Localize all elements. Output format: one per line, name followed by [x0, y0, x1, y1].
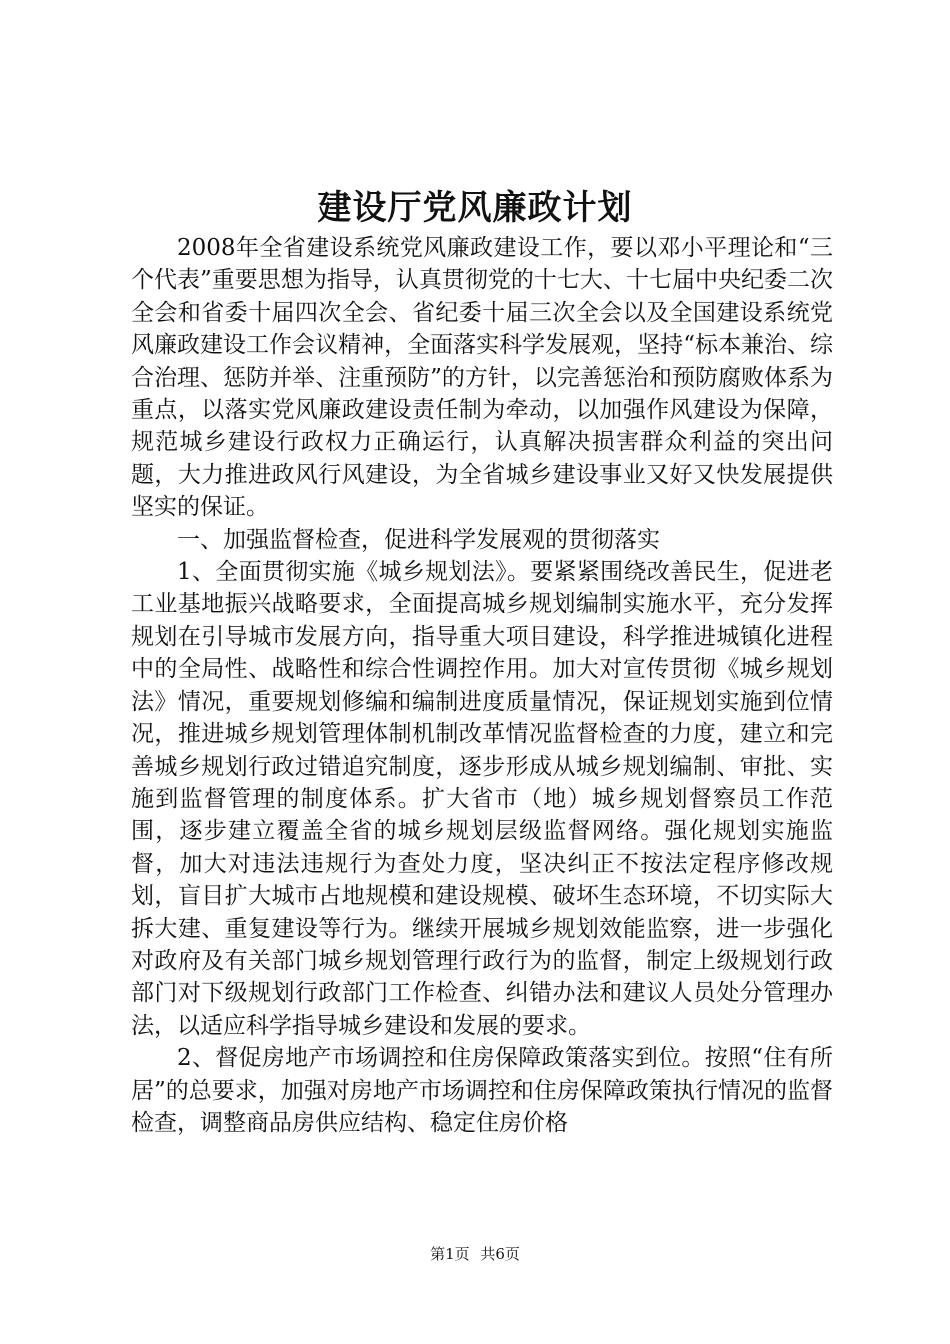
paragraph-item-1: 1、全面贯彻实施《城乡规划法》。要紧紧围绕改善民生，促进老工业基地振兴战略要求，全面提高城乡规划编制实施水平，充分发挥规划在引导城市发展方向，指导重大项目建设，科学推进城镇化进程中的全局性、战略性和综合性调控作用。加大对宣传贯彻《城乡规划法》情况，重要规划修编和编制进度质量情况，保证规划实施到位情况，推进城乡规划管理体制机制改革情况监督检查的力度，建立和完善城乡规划行政过错追究制度，逐步形成从城乡规划编制、审批、实施到监督管理的制度体系。扩大省市（地）城乡规划督察员工作范围，逐步建立覆盖全省的城乡规划层级监督网络。强化规划实施监督，加大对违法违规行为查处力度，坚决纠正不按法定程序修改规划，盲目扩大城市占地规模和建设规模、破坏生态环境，不切实际大拆大建、重复建设等行为。继续开展城乡规划效能监察，进一步强化对政府及有关部门城乡规划管理行政行为的监督，制定上级规划行政部门对下级规划行政部门工作检查、纠错办法和建议人员处分管理办法，以适应科学指导城乡建设和发展的要求。	[131, 559, 833, 1039]
page-footer	[0, 1244, 950, 1264]
document-title: 建设厅党风廉政计划	[317, 188, 633, 228]
document-body	[131, 232, 833, 1139]
paragraph-item-2: 2、督促房地产市场调控和住房保障政策落实到位。按照“住有所居”的总要求，加强对房地产市场调控和住房保障政策执行情况的监督检查，调整商品房供应结构、稳定住房价格	[131, 1045, 833, 1136]
section-heading-1: 一、加强监督检查，促进科学发展观的贯彻落实	[177, 526, 660, 553]
page-total: 共6页	[480, 1245, 520, 1263]
page-number: 第1页	[430, 1245, 470, 1263]
paragraph-intro: 2008年全省建设系统党风廉政建设工作，要以邓小平理论和“三个代表”重要思想为指导，认真贯彻党的十七大、十七届中央纪委二次全会和省委十届四次全会、省纪委十届三次全会以及全国建设系统党风廉政建设工作会议精神，全面落实科学发展观，坚持“标本兼治、综合治理、惩防并举、注重预防”的方针，以完善惩治和预防腐败体系为重点，以落实党风廉政建设责任制为牵动，以加强作风建设为保障，规范城乡建设行政权力正确运行，认真解决损害群众利益的突出问题，大力推进政风行风建设，为全省城乡建设事业又好又快发展提供坚实的保证。	[131, 235, 833, 521]
